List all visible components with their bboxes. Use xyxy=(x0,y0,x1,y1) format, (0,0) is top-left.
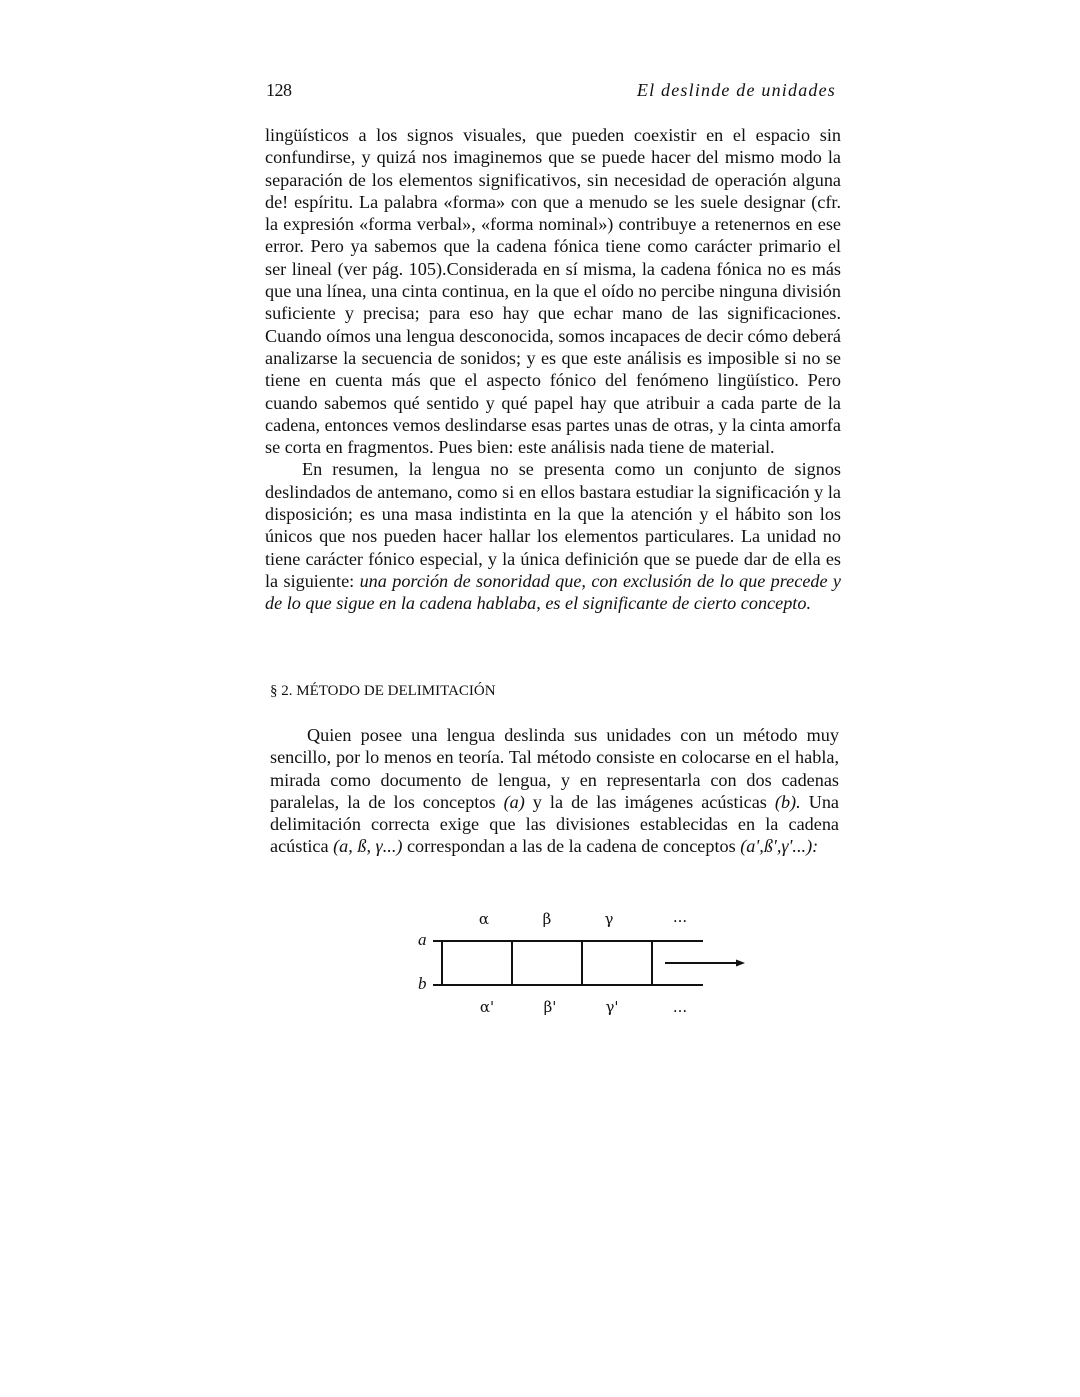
bottom-label-alpha-prime: α' xyxy=(479,998,495,1016)
body-text-section xyxy=(270,724,839,858)
bottom-label-ellipsis: ... xyxy=(672,998,688,1016)
chain-diagram-lines xyxy=(405,900,765,1030)
italic-text: una porción de sonoridad que, con exclusión de lo que precede y de lo que sigue en la cadena hablaba, es el significante de cierto concepto. xyxy=(265,570,841,614)
italic-text: (a, ß, γ...) xyxy=(333,836,403,857)
paragraph xyxy=(265,458,841,614)
text-run: correspondan a las de la cadena de conceptos xyxy=(402,836,741,857)
row-label-b: b xyxy=(418,974,427,993)
text-run: En resumen, la lengua no se presenta como un conjunto de signos deslindados de antemano, como si en ellos bastara estudiar la significación y la disposición; es una masa indistinta en la que la atención y el hábito son los únicos que nos pueden hacer hallar los elementos particulares. La unidad no tiene carácter fónico especial, y la única definición que se puede dar de ella es la siguiente: xyxy=(265,459,841,591)
top-label-alpha: α xyxy=(478,910,490,928)
text-run: y la de las imágenes acústicas xyxy=(524,791,775,812)
row-label-a: a xyxy=(418,930,427,949)
body-text-upper xyxy=(265,124,841,615)
section-heading: § 2. MÉTODO DE DELIMITACIÓN xyxy=(270,683,496,699)
bottom-label-beta-prime: β' xyxy=(543,998,557,1016)
top-label-ellipsis: ... xyxy=(672,908,688,926)
running-title: El deslinde de unidades xyxy=(636,80,836,100)
italic-text: (a) xyxy=(503,791,525,812)
paragraph xyxy=(265,124,841,458)
text-run: Quien posee una lengua deslinda sus unidades con un método muy sencillo, por lo menos en teoría. Tal método consiste en colocarse en el habla, mirada como documento de lengua, y en representarla con dos cadenas paralelas, la de los conceptos xyxy=(270,725,839,812)
text-run: Una delimitación correcta exige que las divisiones establecidas en la cadena acústica xyxy=(270,791,840,857)
bottom-label-gamma-prime: γ' xyxy=(605,998,619,1016)
paragraph xyxy=(270,724,839,858)
italic-text: (a',ß',γ'...): xyxy=(740,836,819,857)
top-label-gamma: γ xyxy=(604,910,614,928)
page-header xyxy=(266,80,836,104)
top-label-beta: β xyxy=(542,910,552,928)
text-run: lingüísticos a los signos visuales, que pueden coexistir en el espacio sin confundirse, y quizá nos imaginemos que se puede hacer del mismo modo la separación de los elementos significativos, sin necesidad de operación alguna de! espíritu. La palabra «forma» con que a menudo se les suele designar (cfr. la expresión «forma verbal», «forma nominal») contribuye a retenernos en ese error. Pero ya sabemos que la cadena fónica tiene como carácter primario el ser lineal (ver pág. 105).Considerada en sí misma, la cadena fónica no es más que una línea, una cinta continua, en la que el oído no percibe ninguna división suficiente y precisa; para eso hay que echar mano de las significaciones. Cuando oímos una lengua desconocida, somos incapaces de decir cómo deberá analizarse la secuencia de sonidos; y es que este análisis es imposible si no se tiene en cuenta más que el aspecto fónico del fenómeno lingüístico. Pero cuando sabemos qué sentido y qué papel hay que atribuir a cada parte de la cadena, entonces vemos deslindarse esas partes unas de otras, y la cinta amorfa se corta en fragmentos. Pues bien: este análisis nada tiene de material. xyxy=(265,125,841,458)
italic-text: (b). xyxy=(774,791,801,812)
page-number: 128 xyxy=(266,80,292,100)
chain-diagram xyxy=(405,900,765,1030)
